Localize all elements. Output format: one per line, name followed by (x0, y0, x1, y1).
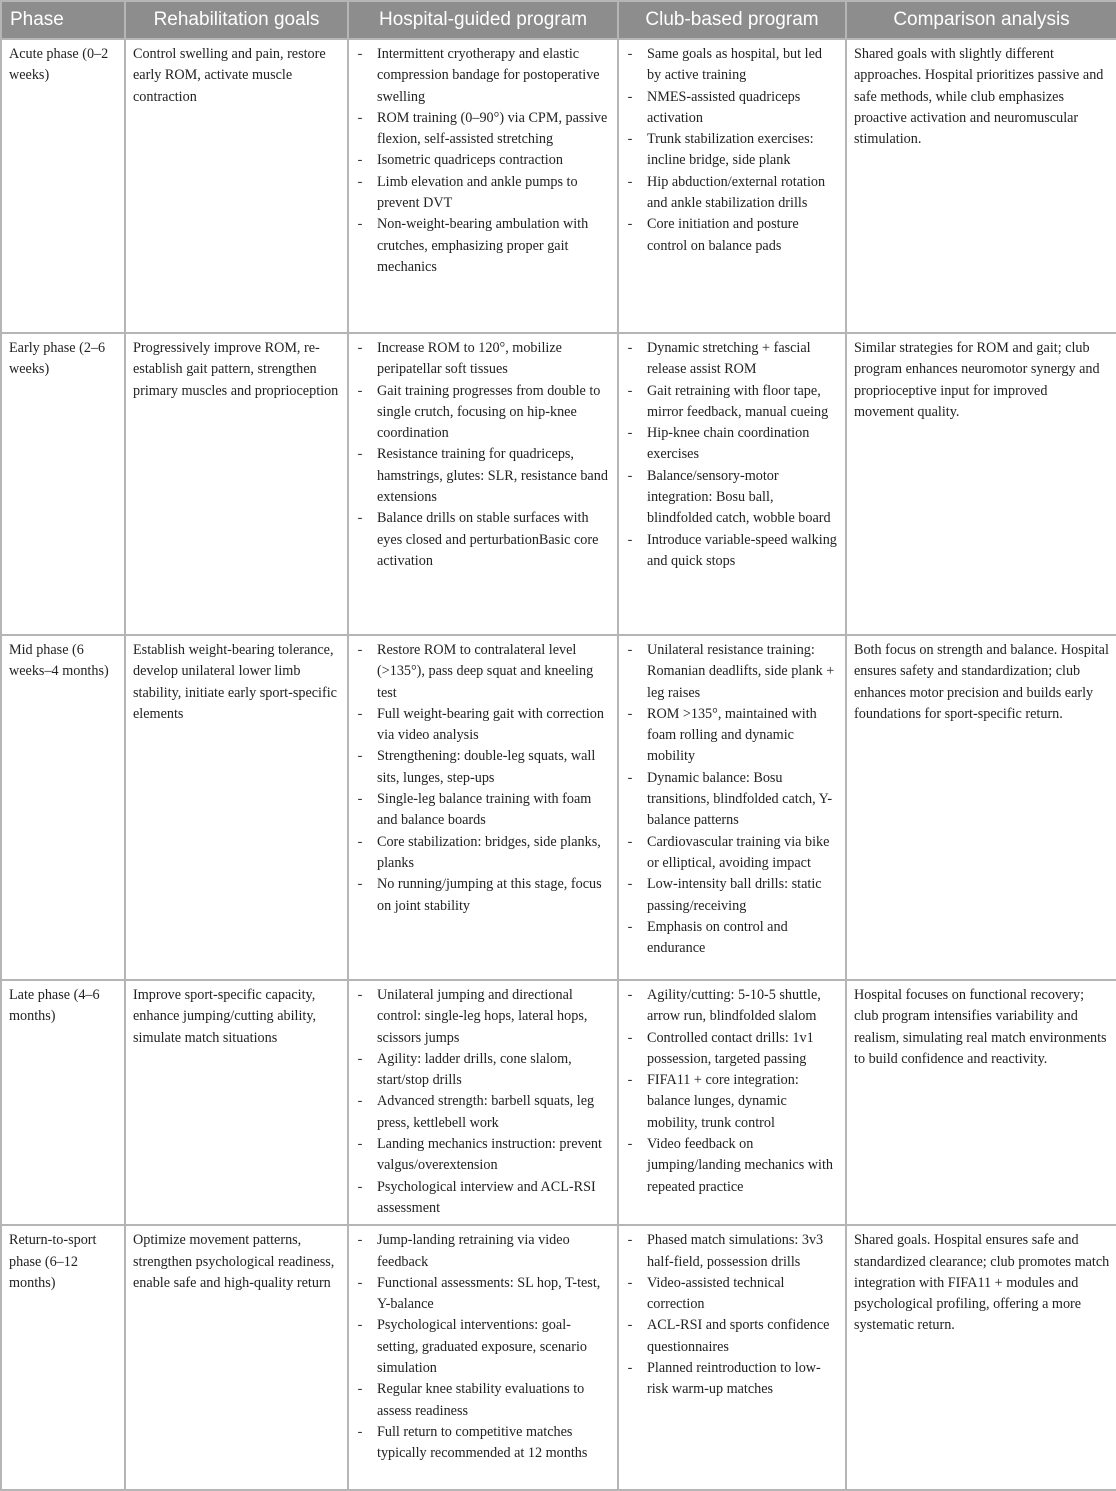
header-rehabilitation-goals: Rehabilitation goals (125, 1, 348, 39)
list-item: - Limb elevation and ankle pumps to prevent DVT (355, 172, 611, 215)
hospital-program-cell (348, 635, 618, 980)
list-item: - Balance drills on stable surfaces with eyes closed and perturbationBasic core activation (355, 508, 611, 572)
list-item: - Functional assessments: SL hop, T-test, Y-balance (355, 1273, 611, 1316)
list-item: - Non-weight-bearing ambulation with crutches, emphasizing proper gait mechanics (355, 214, 611, 278)
list-item: - Jump-landing retraining via video feedback (355, 1230, 611, 1273)
club-program-cell-list (625, 640, 839, 959)
list-item: - Phased match simulations: 3v3 half-field, possession drills (625, 1230, 839, 1273)
list-item: - ROM >135°, maintained with foam rolling and dynamic mobility (625, 704, 839, 768)
club-program-cell (618, 635, 846, 980)
list-item: - Full return to competitive matches typically recommended at 12 months (355, 1422, 611, 1465)
list-item: - Intermittent cryotherapy and elastic compression bandage for postoperative swelling (355, 44, 611, 108)
table-row (1, 980, 1116, 1225)
table-body (1, 39, 1116, 1490)
list-item: - Trunk stabilization exercises: incline bridge, side plank (625, 129, 839, 172)
table-row (1, 1225, 1116, 1490)
club-program-cell (618, 39, 846, 333)
header-hospital-guided-program: Hospital-guided program (348, 1, 618, 39)
table-row (1, 39, 1116, 333)
phase-cell: Return-to-sport phase (6–12 months) (1, 1225, 125, 1490)
phase-cell: Late phase (4–6 months) (1, 980, 125, 1225)
club-program-cell (618, 980, 846, 1225)
club-program-cell-list (625, 985, 839, 1198)
list-item: - Planned reintroduction to low-risk warm-up matches (625, 1358, 839, 1401)
hospital-program-cell (348, 1225, 618, 1490)
list-item: - Introduce variable-speed walking and quick stops (625, 530, 839, 573)
list-item: - Increase ROM to 120°, mobilize peripatellar soft tissues (355, 338, 611, 381)
list-item: - Core initiation and posture control on balance pads (625, 214, 839, 257)
list-item: - ROM training (0–90°) via CPM, passive flexion, self-assisted stretching (355, 108, 611, 151)
table-header (1, 1, 1116, 39)
list-item: - Video feedback on jumping/landing mechanics with repeated practice (625, 1134, 839, 1198)
rehabilitation-goals-cell: Establish weight-bearing tolerance, develop unilateral lower limb stability, initiate early sport-specific elements (125, 635, 348, 980)
list-item: - Regular knee stability evaluations to assess readiness (355, 1379, 611, 1422)
header-row (1, 1, 1116, 39)
table-row (1, 333, 1116, 635)
list-item: - Same goals as hospital, but led by active training (625, 44, 839, 87)
rehabilitation-goals-cell: Progressively improve ROM, re-establish gait pattern, strengthen primary muscles and proprioception (125, 333, 348, 635)
comparison-analysis-cell: Shared goals with slightly different approaches. Hospital prioritizes passive and safe methods, while club emphasizes proactive activation and neuromuscular stimulation. (846, 39, 1116, 333)
list-item: - ACL-RSI and sports confidence questionnaires (625, 1315, 839, 1358)
hospital-program-cell (348, 333, 618, 635)
list-item: - Advanced strength: barbell squats, leg press, kettlebell work (355, 1091, 611, 1134)
phase-cell: Early phase (2–6 weeks) (1, 333, 125, 635)
list-item: - Video-assisted technical correction (625, 1273, 839, 1316)
list-item: - Hip-knee chain coordination exercises (625, 423, 839, 466)
list-item: - Dynamic balance: Bosu transitions, blindfolded catch, Y-balance patterns (625, 768, 839, 832)
club-program-cell-list (625, 44, 839, 257)
rehabilitation-goals-cell: Optimize movement patterns, strengthen psychological readiness, enable safe and high-quality return (125, 1225, 348, 1490)
list-item: - Low-intensity ball drills: static passing/receiving (625, 874, 839, 917)
club-program-cell-list (625, 338, 839, 572)
club-program-cell-list (625, 1230, 839, 1400)
list-item: - Psychological interventions: goal-setting, graduated exposure, scenario simulation (355, 1315, 611, 1379)
comparison-analysis-cell: Shared goals. Hospital ensures safe and standardized clearance; club promotes match integration with FIFA11 + modules and psychological profiling, offering a more systematic return. (846, 1225, 1116, 1490)
club-program-cell (618, 1225, 846, 1490)
header-comparison-analysis: Comparison analysis (846, 1, 1116, 39)
hospital-program-cell-list (355, 44, 611, 278)
hospital-program-cell (348, 39, 618, 333)
list-item: - Psychological interview and ACL-RSI assessment (355, 1177, 611, 1220)
list-item: - Hip abduction/external rotation and ankle stabilization drills (625, 172, 839, 215)
list-item: - Balance/sensory-motor integration: Bosu ball, blindfolded catch, wobble board (625, 466, 839, 530)
comparison-analysis-cell: Similar strategies for ROM and gait; club program enhances neuromotor synergy and proprioceptive input for improved movement quality. (846, 333, 1116, 635)
club-program-cell (618, 333, 846, 635)
list-item: - Gait training progresses from double to single crutch, focusing on hip-knee coordination (355, 381, 611, 445)
list-item: - Unilateral jumping and directional control: single-leg hops, lateral hops, scissors jumps (355, 985, 611, 1049)
phase-cell: Mid phase (6 weeks–4 months) (1, 635, 125, 980)
list-item: - Landing mechanics instruction: prevent valgus/overextension (355, 1134, 611, 1177)
list-item: - Gait retraining with floor tape, mirror feedback, manual cueing (625, 381, 839, 424)
hospital-program-cell-list (355, 338, 611, 572)
list-item: - Cardiovascular training via bike or elliptical, avoiding impact (625, 832, 839, 875)
list-item: - Strengthening: double-leg squats, wall sits, lunges, step-ups (355, 746, 611, 789)
list-item: - FIFA11 + core integration: balance lunges, dynamic mobility, trunk control (625, 1070, 839, 1134)
list-item: - Core stabilization: bridges, side planks, planks (355, 832, 611, 875)
hospital-program-cell-list (355, 1230, 611, 1464)
list-item: - Restore ROM to contralateral level (>135°), pass deep squat and kneeling test (355, 640, 611, 704)
list-item: - Single-leg balance training with foam and balance boards (355, 789, 611, 832)
comparison-analysis-cell: Both focus on strength and balance. Hospital ensures safety and standardization; club enhances motor precision and builds early foundations for sport-specific return. (846, 635, 1116, 980)
list-item: - Isometric quadriceps contraction (355, 150, 611, 171)
list-item: - Agility: ladder drills, cone slalom, start/stop drills (355, 1049, 611, 1092)
header-club-based-program: Club-based program (618, 1, 846, 39)
list-item: - Dynamic stretching + fascial release assist ROM (625, 338, 839, 381)
list-item: - Agility/cutting: 5-10-5 shuttle, arrow run, blindfolded slalom (625, 985, 839, 1028)
rehabilitation-goals-cell: Improve sport-specific capacity, enhance jumping/cutting ability, simulate match situations (125, 980, 348, 1225)
phase-cell: Acute phase (0–2 weeks) (1, 39, 125, 333)
hospital-program-cell-list (355, 985, 611, 1219)
comparison-analysis-cell: Hospital focuses on functional recovery; club program intensifies variability and realism, simulating real match environments to build confidence and reactivity. (846, 980, 1116, 1225)
list-item: - NMES-assisted quadriceps activation (625, 87, 839, 130)
list-item: - Unilateral resistance training: Romanian deadlifts, side plank + leg raises (625, 640, 839, 704)
list-item: - Controlled contact drills: 1v1 possession, targeted passing (625, 1028, 839, 1071)
rehabilitation-goals-cell: Control swelling and pain, restore early ROM, activate muscle contraction (125, 39, 348, 333)
table-row (1, 635, 1116, 980)
header-phase: Phase (1, 1, 125, 39)
list-item: - No running/jumping at this stage, focus on joint stability (355, 874, 611, 917)
list-item: - Emphasis on control and endurance (625, 917, 839, 960)
hospital-program-cell (348, 980, 618, 1225)
list-item: - Resistance training for quadriceps, hamstrings, glutes: SLR, resistance band extensions (355, 444, 611, 508)
hospital-program-cell-list (355, 640, 611, 917)
list-item: - Full weight-bearing gait with correction via video analysis (355, 704, 611, 747)
